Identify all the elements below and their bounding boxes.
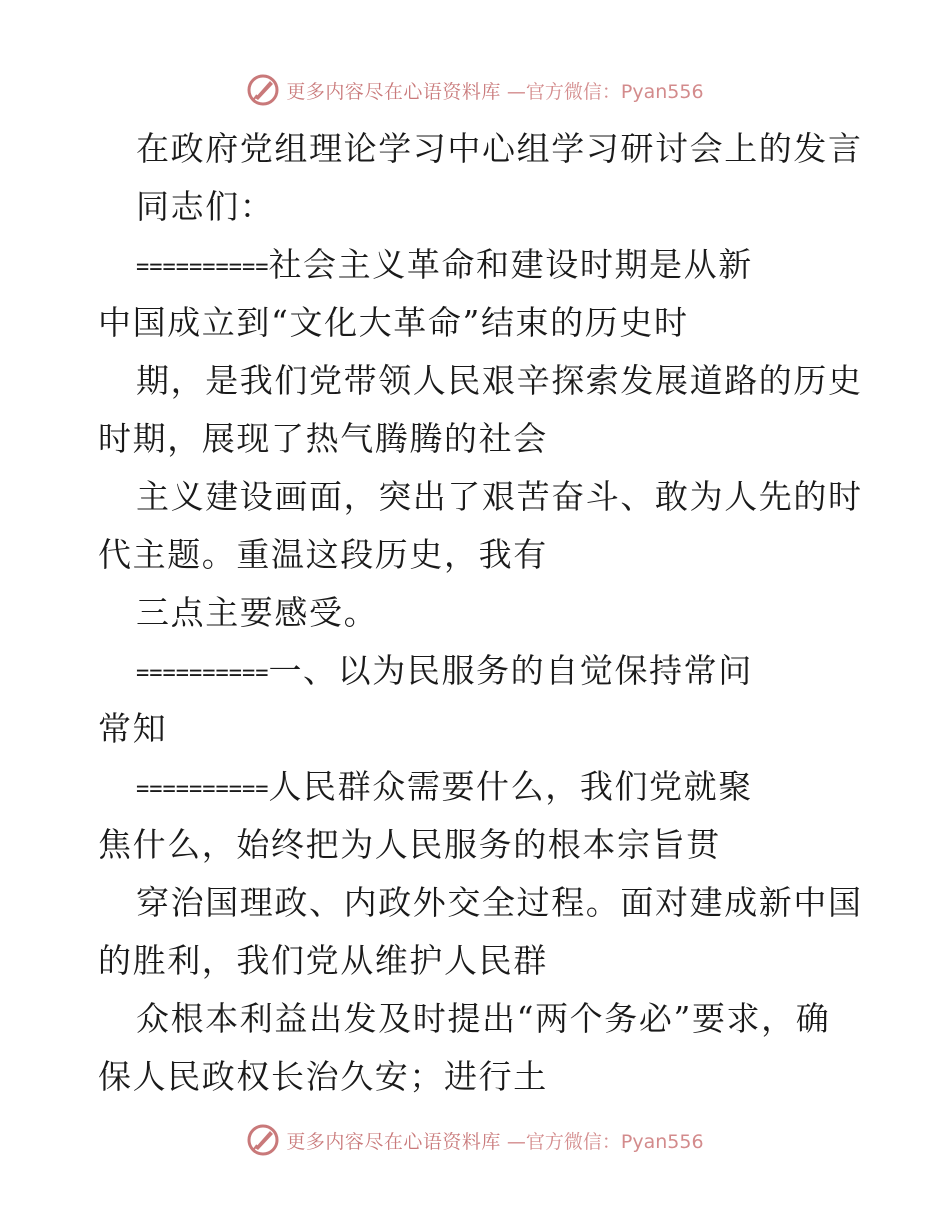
line-text: 保人民政权长治久安；进行土 <box>98 1057 548 1096</box>
line-text: 常知 <box>98 709 168 748</box>
header-banner <box>0 70 950 110</box>
text-line <box>98 1048 878 1106</box>
line-text: 代主题。重温这段历史，我有 <box>98 535 548 574</box>
text-line <box>98 294 878 352</box>
footer-brand-text: 更多内容尽在心语资料库 <box>286 1130 501 1153</box>
dash-leader: ========== <box>136 777 269 802</box>
footer-banner <box>0 1120 950 1160</box>
document-salutation: 同志们： <box>136 187 275 226</box>
text-line <box>98 758 878 816</box>
quill-seal-icon <box>246 73 280 107</box>
quill-seal-icon <box>246 1123 280 1157</box>
line-text: 时期，展现了热气腾腾的社会 <box>98 419 548 458</box>
line-text: 焦什么，始终把为人民服务的根本宗旨贯 <box>98 825 721 864</box>
text-line <box>98 526 878 584</box>
line-text: 穿治国理政、内政外交全过程。面对建成新中国 <box>136 883 863 922</box>
line-text: 三点主要感受。 <box>136 593 379 632</box>
banner-wechat-text: —官方微信：Pyan556 <box>506 80 704 103</box>
line-text: 众根本利益出发及时提出“两个务必”要求，确 <box>136 999 831 1038</box>
line-text: 主义建设画面，突出了艰苦奋斗、敢为人先的时 <box>136 477 863 516</box>
document-title: 在政府党组理论学习中心组学习研讨会上的发言 <box>136 129 863 168</box>
dash-leader: ========== <box>136 661 269 686</box>
line-text: 社会主义革命和建设时期是从新 <box>268 245 753 284</box>
footer-wechat-text: —官方微信：Pyan556 <box>506 1130 704 1153</box>
paragraph-lines <box>98 236 878 1106</box>
text-line <box>98 932 878 990</box>
document-body <box>98 120 878 1106</box>
dash-leader: ========== <box>136 255 269 280</box>
line-text: 一、以为民服务的自觉保持常问 <box>268 651 753 690</box>
text-line <box>98 700 878 758</box>
text-line <box>98 352 878 410</box>
line-text: 中国成立到“文化大革命”结束的历史时 <box>98 303 689 342</box>
text-line <box>98 816 878 874</box>
text-line <box>98 236 878 294</box>
text-line <box>98 584 878 642</box>
text-line <box>98 642 878 700</box>
line-text: 的胜利，我们党从维护人民群 <box>98 941 548 980</box>
text-line <box>98 990 878 1048</box>
text-line <box>98 468 878 526</box>
text-line <box>98 874 878 932</box>
line-text: 期，是我们党带领人民艰辛探索发展道路的历史 <box>136 361 863 400</box>
banner-brand-text: 更多内容尽在心语资料库 <box>286 80 501 103</box>
line-text: 人民群众需要什么，我们党就聚 <box>268 767 753 806</box>
text-line <box>98 410 878 468</box>
